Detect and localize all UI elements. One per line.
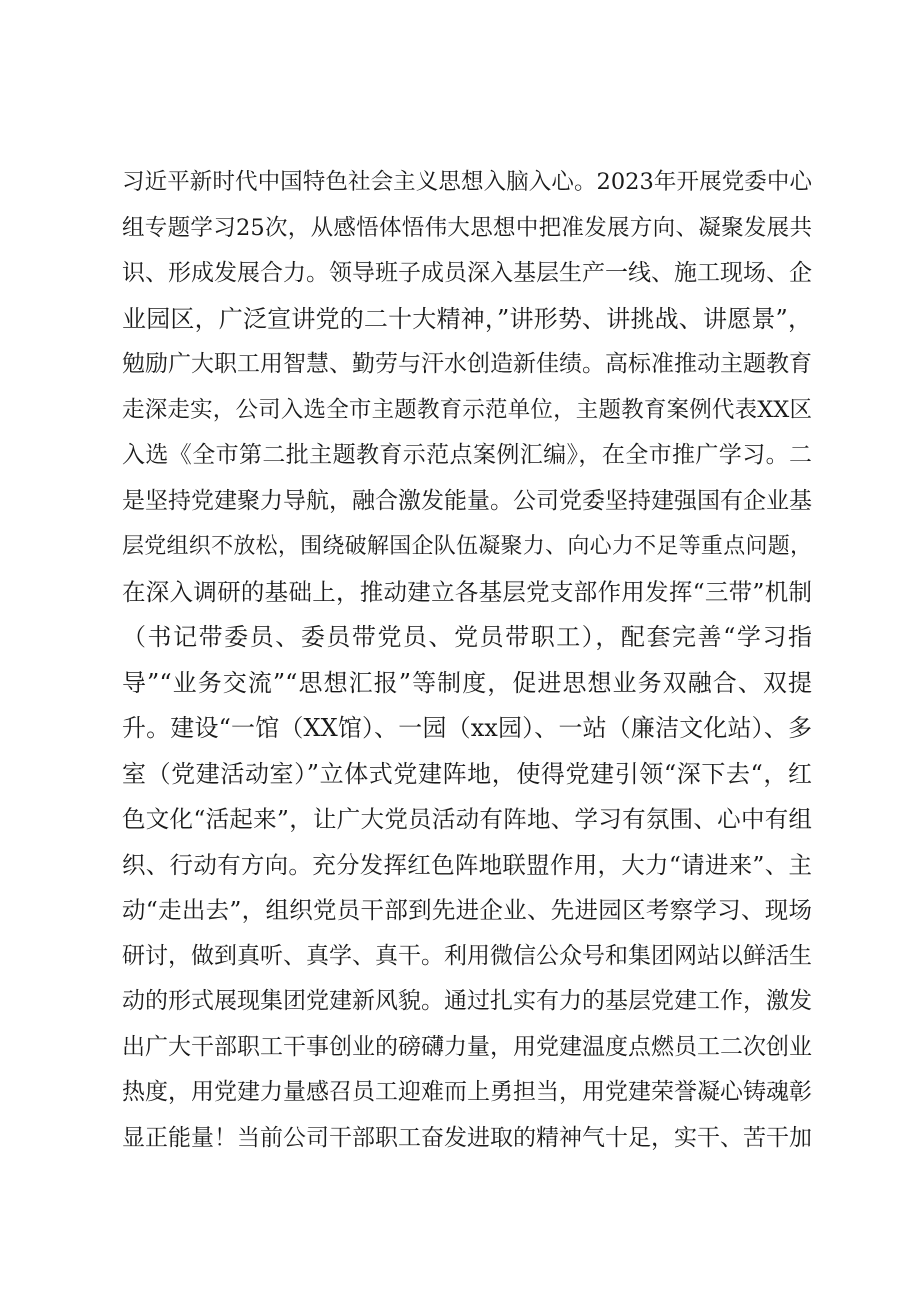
text-line-3: 识、形成发展合力。领导班子成员深入基层生产一线、施工现场、企 <box>122 260 812 286</box>
text-line-18: 研讨，做到真听、真学、真干。利用微信公众号和集团网站以鲜活生 <box>122 942 812 969</box>
text-line-9: 层党组织不放松，围绕破解国企队伍凝聚力、向心力不足等重点问题， <box>122 534 812 559</box>
text-line-7: 入选《全市第二批主题教育示范点案例汇编》，在全市推广学习。二 <box>122 442 812 468</box>
text-line-19: 动的形式展现集团党建新风貌。通过扎实有力的基层党建工作，激发 <box>122 988 812 1014</box>
text-line-14: 室（党建活动室）”立体式党建阵地，使得党建引领“深下去“，红 <box>122 759 812 788</box>
text-line-5: 勉励广大职工用智慧、勤劳与汗水创造新佳绩。高标准推动主题教育 <box>122 351 812 377</box>
text-line-4: 业园区，广泛宣讲党的二十大精神，”讲形势、讲挑战、讲愿景”， <box>122 304 812 333</box>
text-line-11: （书记带委员、委员带党员、党员带职工），配套完善“学习指 <box>122 623 812 651</box>
text-line-6: 走深走实，公司入选全市主题教育示范单位，主题教育案例代表XX区 <box>122 396 812 423</box>
text-line-17: 动“走出去”，组织党员干部到先进企业、先进园区考察学习、现场 <box>122 896 812 924</box>
body-paragraph <box>122 160 812 1161</box>
text-line-22: 显正能量！当前公司干部职工奋发进取的精神气十足，实干、苦干加 <box>122 1124 812 1151</box>
text-line-1: 习近平新时代中国特色社会主义思想入脑入心。2023年开展党委中心 <box>122 169 812 195</box>
text-line-16: 织、行动有方向。充分发挥红色阵地联盟作用，大力“请进来”、主 <box>122 850 812 879</box>
text-line-20: 出广大干部职工干事创业的磅礴力量，用党建温度点燃员工二次创业 <box>122 1033 812 1060</box>
text-line-2: 组专题学习25次，从感悟体悟伟大思想中把准发展方向、凝聚发展共 <box>122 214 812 241</box>
text-line-15: 色文化“活起来”，让广大党员活动有阵地、学习有氛围、心中有组 <box>122 805 812 833</box>
text-line-21: 热度，用党建力量感召员工迎难而上勇担当，用党建荣誉凝心铸魂彰 <box>122 1079 812 1105</box>
text-line-12: 导”“业务交流”“思想汇报”等制度，促进思想业务双融合、双提 <box>122 668 812 697</box>
text-line-8: 是坚持党建聚力导航，融合激发能量。公司党委坚持建强国有企业基 <box>122 487 812 514</box>
text-line-13: 升。建设“一馆（XX馆）、一园（xx园）、一站（廉洁文化站）、多 <box>122 714 812 742</box>
text-line-10: 在深入调研的基础上，推动建立各基层党支部作用发挥“三带”机制 <box>122 577 812 606</box>
